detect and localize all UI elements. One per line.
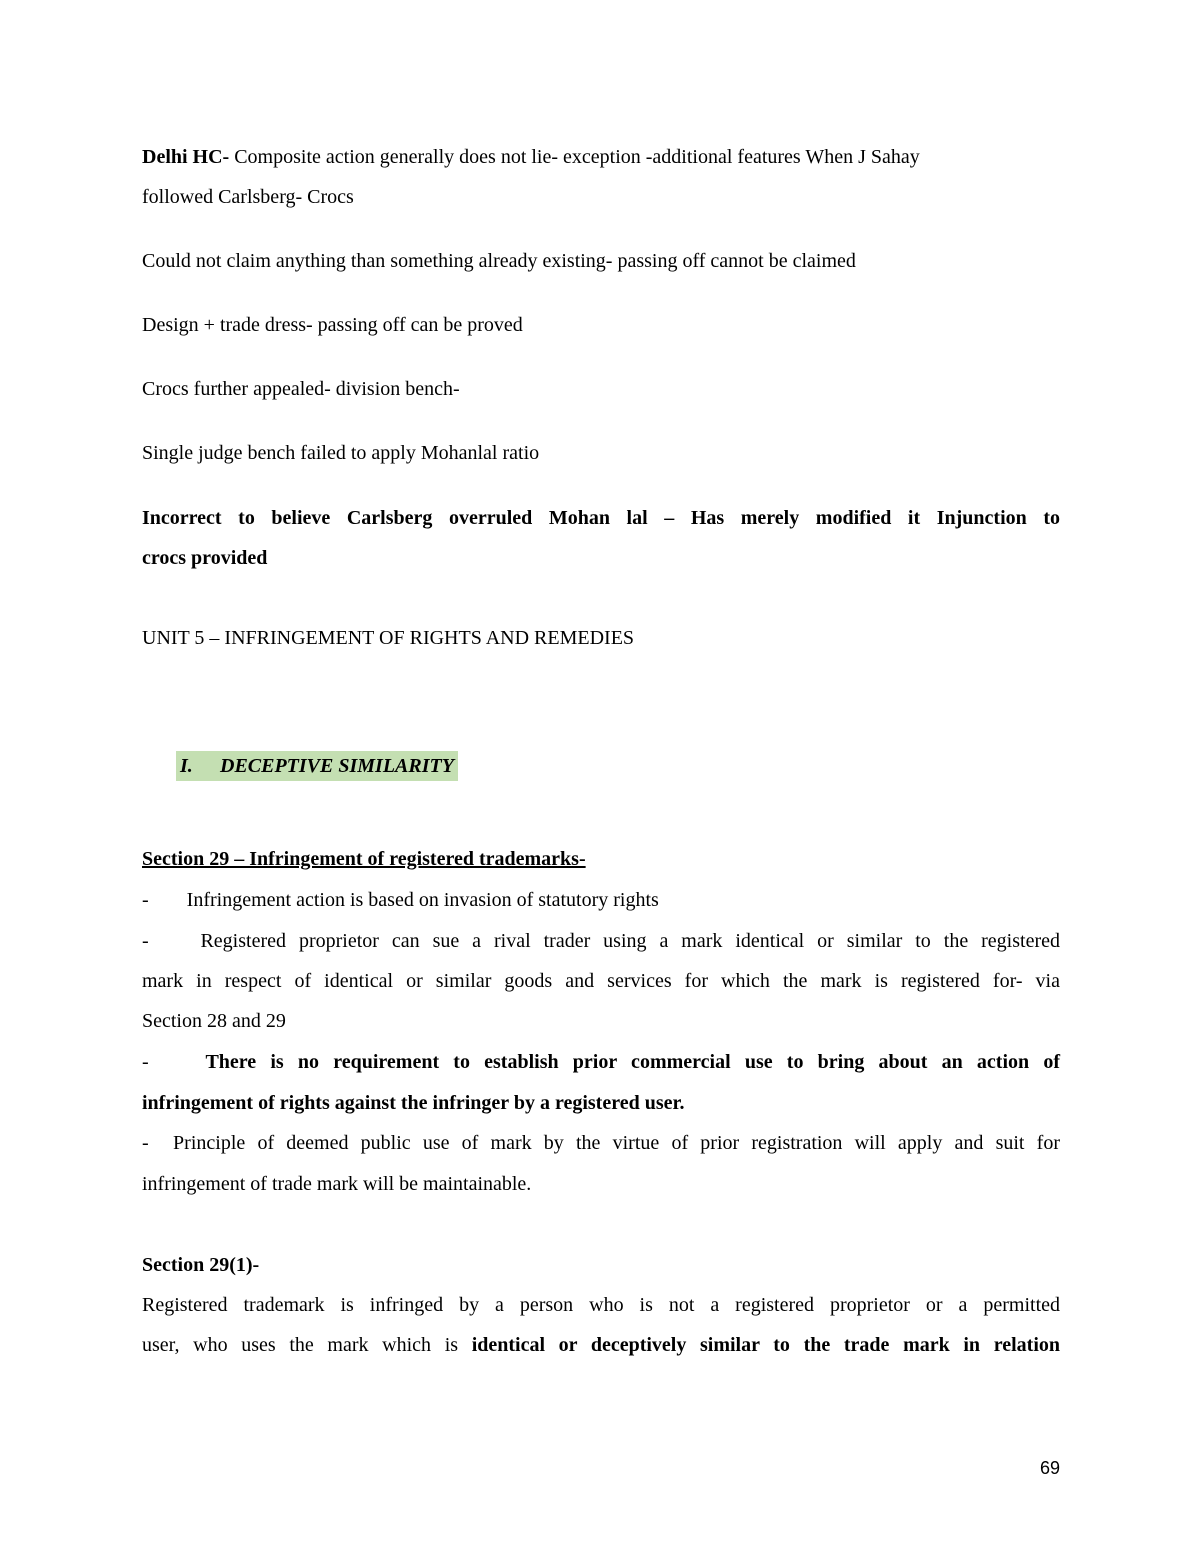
paragraph-incorrect-line1: Incorrect to believe Carlsberg overruled Mohan lal – Has merely modified it Injunction to	[142, 507, 1060, 529]
bullet-dash: -	[142, 930, 149, 952]
bullet-registered-proprietor-line3: Section 28 and 29	[142, 1010, 286, 1032]
deceptive-similarity-heading	[176, 751, 458, 781]
page-number: 69	[1039, 1458, 1060, 1478]
bullet-dash: -	[142, 889, 149, 911]
section-29-1-heading: Section 29(1)-	[142, 1254, 260, 1276]
bullet-text: There is no requirement to establish prior commercial use to bring about an action of	[205, 1051, 1060, 1073]
bullet-dash: -	[142, 1132, 149, 1154]
paragraph-crocs-appealed: Crocs further appealed- division bench-	[142, 378, 460, 400]
bullet-deemed-public-use-line1	[142, 1130, 1060, 1156]
heading-number: I.	[180, 755, 193, 777]
bullet-registered-proprietor-line2: mark in respect of identical or similar goods and services for which the mark is registered for- via	[142, 970, 1060, 992]
paragraph-incorrect-line2: crocs provided	[142, 547, 268, 569]
bullet-dash: -	[142, 1051, 149, 1073]
bullet-text: Infringement action is based on invasion of statutory rights	[186, 889, 659, 911]
section-29-1-line1: Registered trademark is infringed by a person who is not a registered proprietor or a permitted	[142, 1294, 1060, 1316]
section-29-heading: Section 29 – Infringement of registered trademarks-	[142, 848, 586, 870]
paragraph-single-judge: Single judge bench failed to apply Mohanlal ratio	[142, 442, 540, 464]
bullet-registered-proprietor-line1	[142, 928, 1060, 954]
paragraph-design-trade-dress: Design + trade dress- passing off can be proved	[142, 314, 523, 336]
paragraph-delhi-hc-cont: followed Carlsberg- Crocs	[142, 186, 354, 208]
bullet-text: Registered proprietor can sue a rival trader using a mark identical or similar to the registered	[200, 930, 1060, 952]
unit-title: UNIT 5 – INFRINGEMENT OF RIGHTS AND REMEDIES	[142, 627, 635, 649]
section-29-1-plain: user, who uses the mark which is	[142, 1334, 472, 1356]
delhi-hc-label: Delhi HC-	[142, 146, 230, 168]
paragraph-delhi-hc	[142, 144, 1060, 170]
bullet-infringement-action	[142, 887, 1060, 913]
section-29-1-line2	[142, 1332, 1060, 1358]
bullet-text: Principle of deemed public use of mark by the virtue of prior registration will apply and suit for	[173, 1132, 1060, 1154]
heading-label: DECEPTIVE SIMILARITY	[220, 755, 454, 777]
delhi-hc-text: Composite action generally does not lie- exception -additional features When J Sahay	[229, 146, 920, 168]
bullet-deemed-public-use-line2: infringement of trade mark will be maintainable.	[142, 1173, 532, 1195]
paragraph-could-not-claim: Could not claim anything than something already existing- passing off cannot be claimed	[142, 250, 856, 272]
bullet-no-requirement-line2: infringement of rights against the infringer by a registered user.	[142, 1092, 685, 1114]
section-29-1-bold: identical or deceptively similar to the trade mark in relation	[471, 1334, 1060, 1356]
bullet-no-requirement-line1	[142, 1049, 1060, 1075]
